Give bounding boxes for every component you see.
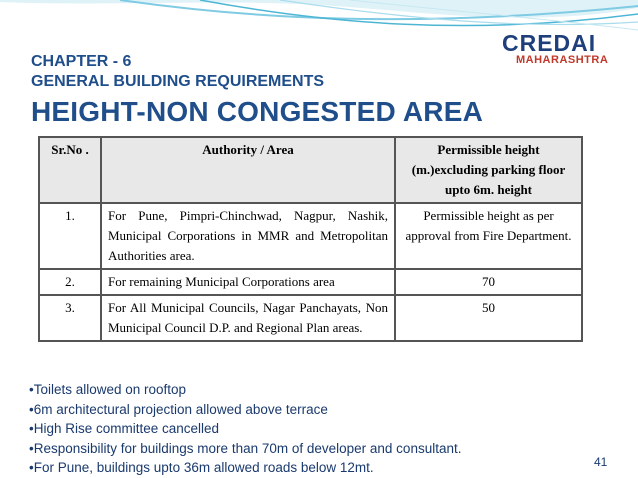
header-cell-authority: Authority / Area (101, 137, 395, 203)
table-cell: 2. (39, 269, 101, 295)
table-cell: 3. (39, 295, 101, 341)
credai-logo (502, 30, 632, 72)
logo-subtitle: MAHARASHTRA (516, 54, 609, 66)
table-cell: Permissible height as per approval from Fire Department. (395, 203, 582, 269)
page-number: 41 (594, 455, 608, 469)
table-cell: For remaining Municipal Corporations area (101, 269, 395, 295)
bullet-list (29, 380, 589, 478)
bullet-item: •Responsibility for buildings more than 70m of developer and consultant. (29, 440, 462, 456)
table-header-row (39, 137, 582, 203)
header-cell-srno: Sr.No . (39, 137, 101, 203)
table-cell: For All Municipal Councils, Nagar Panchayats, Non Municipal Council D.P. and Regional Plan areas. (101, 295, 395, 341)
table-cell: 70 (395, 269, 582, 295)
table-cell: 50 (395, 295, 582, 341)
height-table (38, 136, 583, 342)
page-title: HEIGHT-NON CONGESTED AREA (31, 96, 483, 127)
table-cell: For Pune, Pimpri-Chinchwad, Nagpur, Nashik, Municipal Corporations in MMR and Metropolitan Authorities area. (101, 203, 395, 269)
table-row (39, 203, 582, 269)
bullet-item: •High Rise committee cancelled (29, 421, 220, 436)
logo-wordmark: CREDAI (502, 30, 597, 56)
bullet-item: •Toilets allowed on rooftop (29, 382, 187, 397)
bullet-item: •For Pune, buildings upto 36m allowed roads below 12mt. (29, 460, 374, 475)
bullet-item: •6m architectural projection allowed above terrace (29, 401, 328, 417)
header-cell-height: Permissible height (m.)excluding parking floor upto 6m. height (395, 137, 582, 203)
table-row (39, 295, 582, 341)
table-cell: 1. (39, 203, 101, 269)
section-subtitle: GENERAL BUILDING REQUIREMENTS (31, 73, 325, 90)
table-row (39, 269, 582, 295)
chapter-label: CHAPTER - 6 (31, 53, 132, 70)
